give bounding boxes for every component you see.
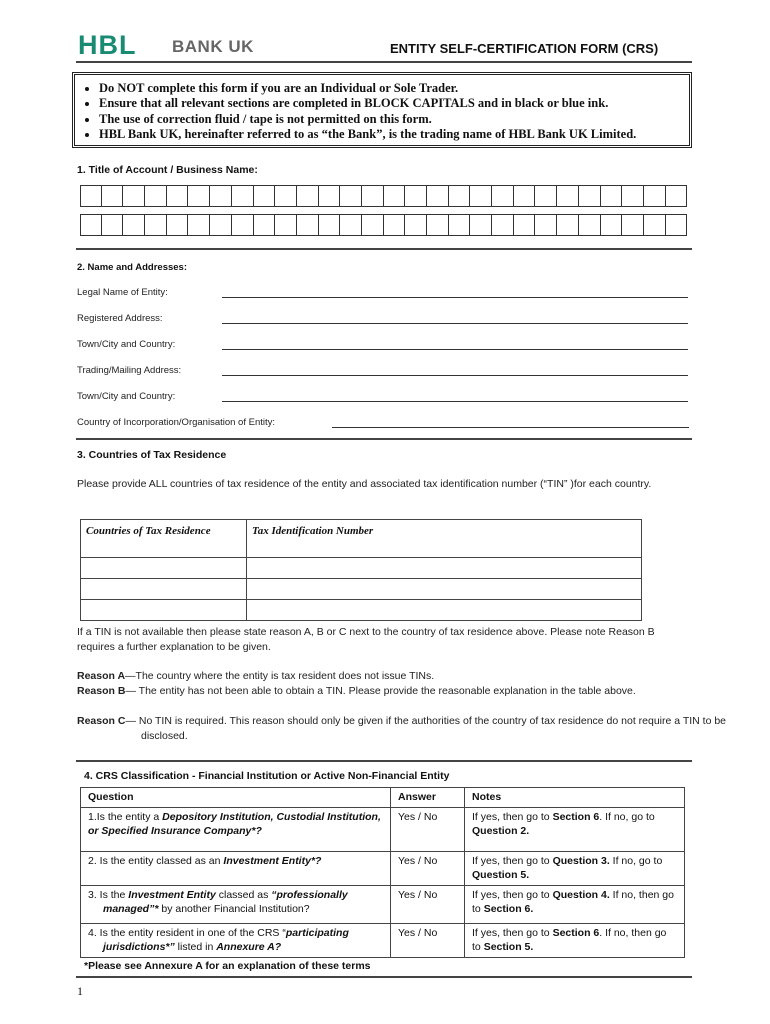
notice-item: • Do NOT complete this form if you are an Individual or Sole Trader. (99, 81, 679, 96)
char-box[interactable] (319, 214, 341, 236)
crs-answer[interactable]: Yes / No (391, 851, 465, 885)
note-bold: Section 6 (552, 926, 600, 939)
char-box[interactable] (340, 185, 362, 207)
char-box[interactable] (80, 214, 102, 236)
reason-c-text: — No TIN is required. This reason should only be given if the authorities of the country of tax residence do not require a TIN to be disclosed. (125, 715, 727, 742)
form-title: ENTITY SELF-CERTIFICATION FORM (CRS) (390, 41, 659, 56)
q-text: 3. Is the (88, 888, 129, 901)
q-text: classed as (215, 888, 272, 901)
crs-answer[interactable]: Yes / No (391, 807, 465, 851)
town-country-field[interactable] (222, 349, 688, 350)
note-text: . If no, go to (599, 810, 655, 823)
char-box[interactable] (601, 185, 623, 207)
crs-note (465, 851, 685, 885)
crs-row (81, 851, 685, 885)
char-box[interactable] (384, 214, 406, 236)
char-box[interactable] (535, 214, 557, 236)
section1-title: 1. Title of Account / Business Name: (77, 164, 258, 176)
crs-classification-table (80, 787, 685, 958)
char-box[interactable] (167, 185, 189, 207)
business-name-boxes-row1[interactable] (80, 185, 687, 207)
char-box[interactable] (297, 185, 319, 207)
legal-name-label: Legal Name of Entity: (77, 287, 168, 298)
char-box[interactable] (275, 185, 297, 207)
reason-c (77, 714, 741, 744)
q-text: by another Financial Institution? (158, 903, 310, 915)
q-text: 4. Is the entity resident in one of the CRS “ (88, 926, 286, 939)
char-box[interactable] (102, 214, 124, 236)
note-bold: Question 3. (552, 854, 610, 867)
note-text: If yes, then go to (472, 854, 553, 867)
crs-row (81, 807, 685, 851)
town-country-label: Town/City and Country: (77, 339, 176, 350)
reason-b (77, 684, 741, 699)
crs-answer[interactable]: Yes / No (391, 923, 465, 957)
char-box[interactable] (210, 185, 232, 207)
crs-question (81, 807, 391, 851)
trading-address-field[interactable] (222, 375, 688, 376)
notice-item: • The use of correction fluid / tape is not permitted on this form. (99, 112, 679, 127)
char-box[interactable] (514, 185, 536, 207)
note-text: If no, go to (609, 854, 663, 867)
section3-divider (76, 760, 692, 762)
crs-note (465, 923, 685, 957)
section3-title: 3. Countries of Tax Residence (77, 449, 227, 461)
crs-question (81, 923, 391, 957)
char-box[interactable] (427, 214, 449, 236)
char-box[interactable] (579, 185, 601, 207)
char-box[interactable] (145, 185, 167, 207)
reason-c-label: Reason C (77, 715, 126, 727)
char-box[interactable] (427, 185, 449, 207)
char-box[interactable] (579, 214, 601, 236)
notice-item: • HBL Bank UK, hereinafter referred to as “the Bank”, is the trading name of HBL Bank UK Limited. (99, 127, 679, 142)
tax-col-country: Countries of Tax Residence (81, 520, 247, 558)
char-box[interactable] (254, 185, 276, 207)
tax-residence-table (80, 519, 642, 621)
crs-note (465, 807, 685, 851)
crs-note (465, 885, 685, 923)
q-bold: “professionally managed”* (103, 888, 348, 915)
note-bold: Section 5. (483, 941, 534, 953)
crs-answer[interactable]: Yes / No (391, 885, 465, 923)
char-box[interactable] (340, 214, 362, 236)
trading-town-country-field[interactable] (222, 401, 688, 402)
section3-intro: Please provide ALL countries of tax residence of the entity and associated tax identification number (“TIN” )for each country. (77, 478, 652, 490)
trading-town-country-label: Town/City and Country: (77, 391, 176, 402)
tax-country-cell[interactable] (81, 579, 247, 600)
q-text: 1.Is the entity a (88, 810, 163, 823)
crs-row (81, 923, 685, 957)
note-bold: Question 2. (472, 825, 530, 837)
page-number: 1 (77, 984, 83, 998)
reason-a-text: —The country where the entity is tax resident does not issue TINs. (125, 670, 435, 682)
hbl-logo: HBL (78, 30, 137, 60)
q-bold: Investment Entity*? (223, 854, 322, 867)
section2-title: 2. Name and Addresses: (77, 262, 187, 273)
char-box[interactable] (80, 185, 102, 207)
tax-tin-cell[interactable] (247, 558, 642, 579)
char-box[interactable] (319, 185, 341, 207)
char-box[interactable] (210, 214, 232, 236)
reason-a-label: Reason A (77, 670, 126, 682)
reason-b-text: — The entity has not been able to obtain a TIN. Please provide the reasonable explanation in the table above. (125, 685, 636, 697)
notice-box (72, 72, 692, 148)
char-box[interactable] (188, 214, 210, 236)
crs-header-answer: Answer (391, 788, 465, 808)
crs-row (81, 885, 685, 923)
char-box[interactable] (167, 214, 189, 236)
char-box[interactable] (405, 214, 427, 236)
char-box[interactable] (362, 214, 384, 236)
char-box[interactable] (232, 214, 254, 236)
tax-country-cell[interactable] (81, 558, 247, 579)
crs-question (81, 851, 391, 885)
header-divider (76, 61, 692, 63)
char-box[interactable] (601, 214, 623, 236)
incorporation-country-field[interactable] (332, 427, 689, 428)
note-text: If yes, then go to (472, 926, 553, 939)
char-box[interactable] (492, 185, 514, 207)
registered-address-field[interactable] (222, 323, 688, 324)
business-name-boxes-row2[interactable] (80, 214, 687, 236)
crs-header-question: Question (81, 788, 391, 808)
q-bold: Depository Institution, Custodial Institution, or Specified Insurance Company*? (88, 810, 381, 837)
q-text: listed in (174, 941, 217, 953)
q-bold: Annexure A? (216, 941, 282, 953)
tax-country-cell[interactable] (81, 600, 247, 621)
char-box[interactable] (535, 185, 557, 207)
registered-address-label: Registered Address: (77, 313, 163, 324)
note-bold: Section 6. (483, 903, 534, 915)
crs-header-notes: Notes (465, 788, 685, 808)
note-text: If yes, then go to (472, 810, 553, 823)
section4-divider (76, 976, 692, 978)
char-box[interactable] (384, 185, 406, 207)
section1-divider (76, 248, 692, 250)
char-box[interactable] (449, 185, 471, 207)
char-box[interactable] (514, 214, 536, 236)
note-bold: Section 6 (552, 810, 600, 823)
legal-name-field[interactable] (222, 297, 688, 298)
note-bold: Question 5. (472, 869, 530, 881)
char-box[interactable] (405, 185, 427, 207)
char-box[interactable] (622, 214, 644, 236)
note-text: . If no, then go to (472, 926, 667, 953)
notice-item: • Ensure that all relevant sections are completed in BLOCK CAPITALS and in black or blue ink. (99, 96, 679, 111)
crs-question (81, 885, 391, 923)
tax-col-tin: Tax Identification Number (247, 520, 642, 558)
char-box[interactable] (232, 185, 254, 207)
char-box[interactable] (188, 185, 210, 207)
note-text: If no, then go to (472, 888, 674, 915)
char-box[interactable] (666, 185, 688, 207)
note-bold: Question 4. (552, 888, 610, 901)
char-box[interactable] (362, 185, 384, 207)
char-box[interactable] (557, 214, 579, 236)
char-box[interactable] (470, 214, 492, 236)
char-box[interactable] (123, 214, 145, 236)
char-box[interactable] (666, 214, 688, 236)
char-box[interactable] (470, 185, 492, 207)
section2-divider (76, 438, 692, 440)
tax-tin-cell[interactable] (247, 579, 642, 600)
q-bold: Investment Entity (128, 888, 216, 901)
note-text: If yes, then go to (472, 888, 553, 901)
annexure-footnote: *Please see Annexure A for an explanation of these terms (84, 960, 371, 972)
tax-tin-cell[interactable] (247, 600, 642, 621)
incorporation-country-label: Country of Incorporation/Organisation of Entity: (77, 417, 276, 428)
char-box[interactable] (123, 185, 145, 207)
section4-title: 4. CRS Classification - Financial Institution or Active Non-Financial Entity (84, 770, 450, 782)
trading-address-label: Trading/Mailing Address: (77, 365, 182, 376)
char-box[interactable] (254, 214, 276, 236)
char-box[interactable] (449, 214, 471, 236)
reason-b-label: Reason B (77, 685, 126, 697)
char-box[interactable] (644, 214, 666, 236)
char-box[interactable] (644, 185, 666, 207)
q-text: 2. Is the entity classed as an (88, 854, 224, 867)
char-box[interactable] (145, 214, 167, 236)
tin-note: If a TIN is not available then please state reason A, B or C next to the country of tax residence above. Please note Reason B requires a further explanation to be given. (77, 626, 655, 653)
bank-uk-label: BANK UK (172, 37, 254, 56)
char-box[interactable] (275, 214, 297, 236)
q-bold: participating jurisdictions*” (103, 926, 349, 953)
char-box[interactable] (492, 214, 514, 236)
char-box[interactable] (297, 214, 319, 236)
char-box[interactable] (557, 185, 579, 207)
char-box[interactable] (622, 185, 644, 207)
reason-a (77, 669, 687, 684)
char-box[interactable] (102, 185, 124, 207)
